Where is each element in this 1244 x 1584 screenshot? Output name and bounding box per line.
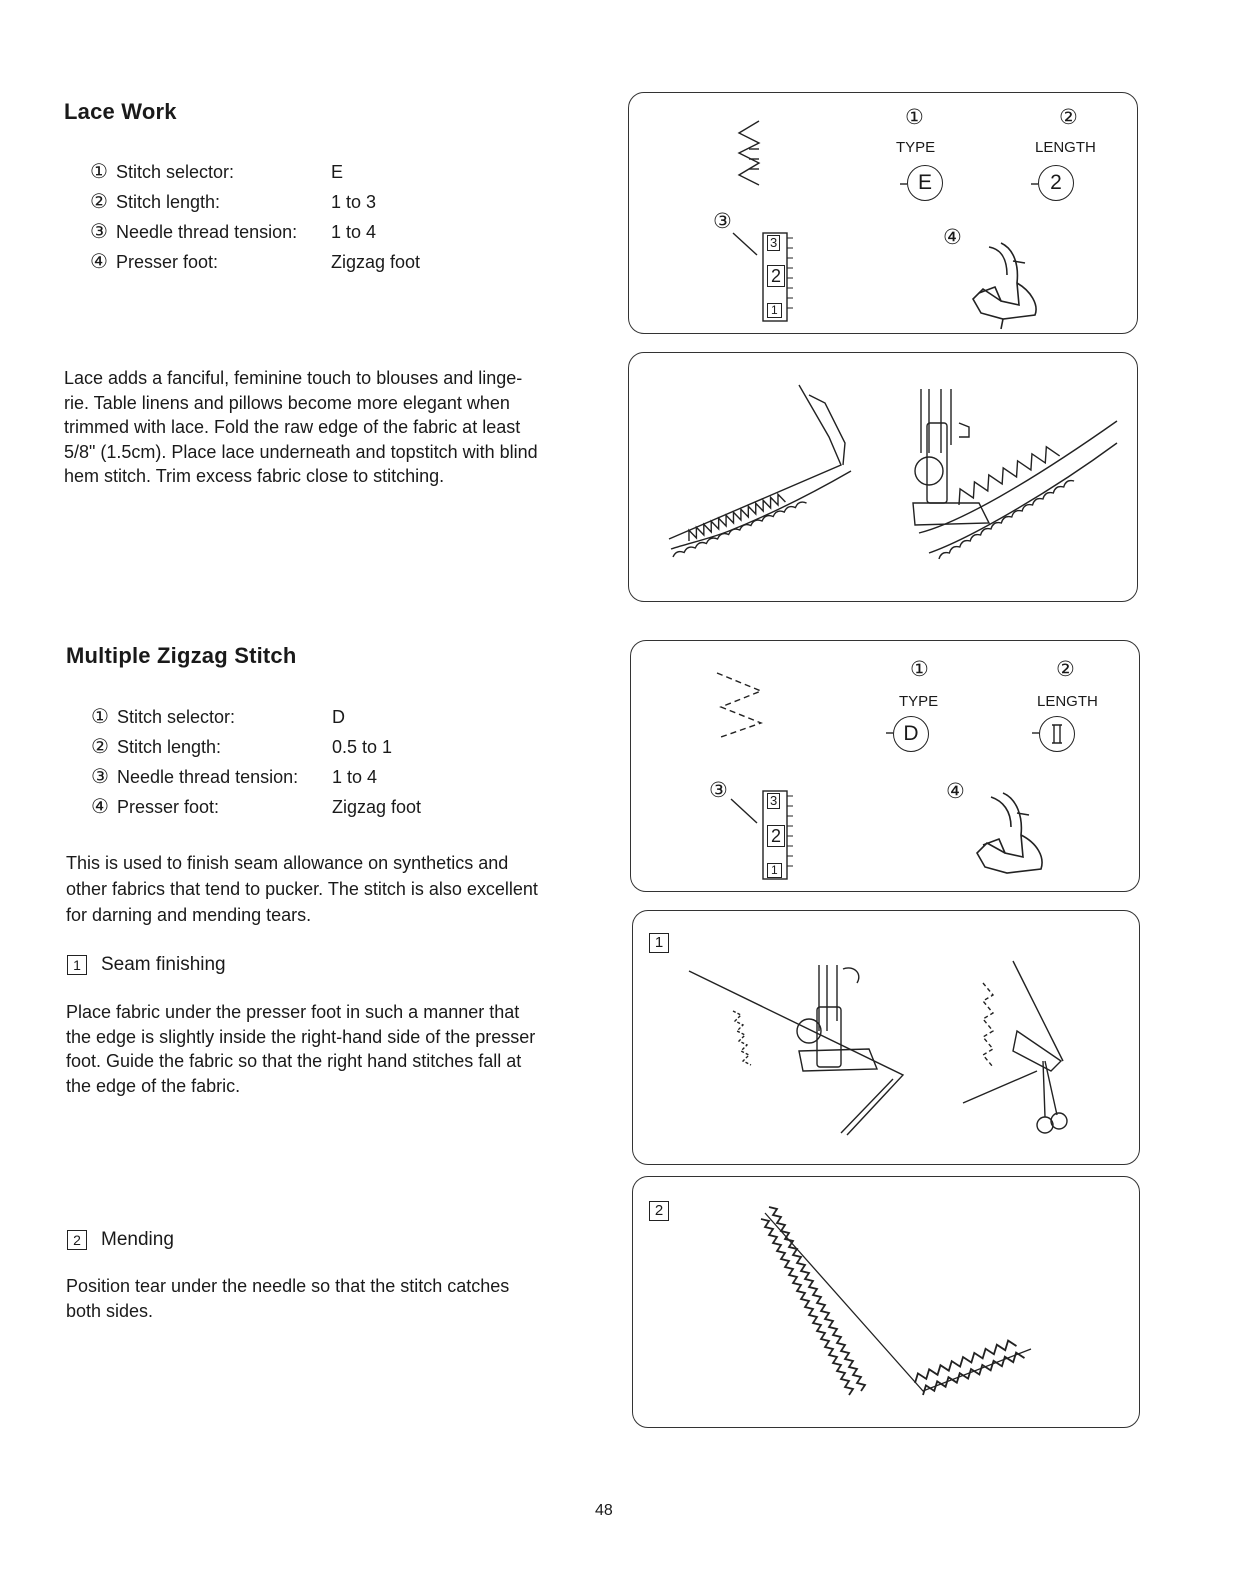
lace-specs xyxy=(90,157,420,277)
mending-heading: 2 Mending xyxy=(67,1229,174,1251)
spec-row: ① Stitch selector: E xyxy=(90,161,344,183)
page-number: 48 xyxy=(595,1502,613,1519)
zigzag-specs xyxy=(91,702,421,822)
spec-row: ④ Presser foot: Zigzag foot xyxy=(90,251,421,273)
spec-row: ③ Needle thread tension: 1 to 4 xyxy=(91,766,378,788)
mend-tag: 2 xyxy=(67,1230,87,1250)
tension-number: ③ xyxy=(709,779,728,802)
panel-tag-2: 2 xyxy=(649,1201,669,1221)
spec-row: ① Stitch selector: D xyxy=(91,706,345,728)
seam-tag: 1 xyxy=(67,955,87,975)
zigzag-title: Multiple Zigzag Stitch xyxy=(66,643,297,668)
length-number: ② xyxy=(1059,106,1078,129)
length-dial-icon: 2 xyxy=(1038,165,1074,201)
dial-mark-2: 2 xyxy=(767,825,785,847)
seam-finishing-heading: 1 Seam finishing xyxy=(67,954,226,976)
foot-number: ④ xyxy=(946,780,965,803)
panel-tag-1: 1 xyxy=(649,933,669,953)
zigzag-settings-panel xyxy=(630,640,1140,892)
lace-settings-panel xyxy=(628,92,1138,334)
stitch-pattern-d-icon xyxy=(717,673,761,737)
seam-finishing-illustration xyxy=(633,911,1139,1164)
length-number: ② xyxy=(1056,658,1075,681)
dial-mark-2: 2 xyxy=(767,265,785,287)
spec-row: ④ Presser foot: Zigzag foot xyxy=(91,796,422,818)
length-label: LENGTH xyxy=(1037,693,1098,710)
seam-paragraph: Place fabric under the presser foot in such a manner that the edge is slightly inside the right-hand side of the presser foot. Guide the fabric so that the right hand stitches fall at the edge of the fabric. xyxy=(66,1002,536,1096)
mending-paragraph: Position tear under the needle so that the stitch catches both sides. xyxy=(66,1276,510,1321)
spec-row: ② Stitch length: 1 to 3 xyxy=(90,191,377,213)
dial-mark-3: 3 xyxy=(767,235,780,251)
spec-row: ③ Needle thread tension: 1 to 4 xyxy=(90,221,377,243)
lace-title: Lace Work xyxy=(64,99,177,124)
dial-mark-1: 1 xyxy=(767,863,782,878)
stitch-pattern-e-icon xyxy=(739,121,759,185)
type-number: ① xyxy=(910,658,929,681)
type-dial-e-icon: E xyxy=(907,165,943,201)
seam-finishing-panel xyxy=(632,910,1140,1165)
mending-panel xyxy=(632,1176,1140,1428)
dial-mark-1: 1 xyxy=(767,303,782,318)
length-dial-icon xyxy=(1039,716,1075,752)
zigzag-foot-icon xyxy=(973,243,1036,329)
lace-paragraph: Lace adds a fanciful, feminine touch to blouses and linge- rie. Table linens and pillows become more elegant when trimmed with lace. Fold the raw edge of the fabric at least 5/8" (1.5cm). Place lace underneath and topstitch with blind hem stitch. Trim excess fabric close to stitching. xyxy=(64,368,538,486)
foot-number: ④ xyxy=(943,226,962,249)
zigzag-foot-icon xyxy=(977,793,1042,873)
length-label: LENGTH xyxy=(1035,139,1096,156)
type-number: ① xyxy=(905,106,924,129)
tension-number: ③ xyxy=(713,210,732,233)
type-label: TYPE xyxy=(896,139,936,156)
zigzag-paragraph: This is used to finish seam allowance on synthetics and other fabrics that tend to pucker. The stitch is also excellent for darning and mending tears. xyxy=(66,853,538,925)
type-label: TYPE xyxy=(899,693,939,710)
mending-illustration xyxy=(633,1177,1139,1427)
lace-illustration-panel xyxy=(628,352,1138,602)
lace-illustration xyxy=(629,353,1137,601)
type-dial-d-icon: D xyxy=(893,716,929,752)
dial-mark-3: 3 xyxy=(767,793,780,809)
spec-row: ② Stitch length: 0.5 to 1 xyxy=(91,736,393,758)
